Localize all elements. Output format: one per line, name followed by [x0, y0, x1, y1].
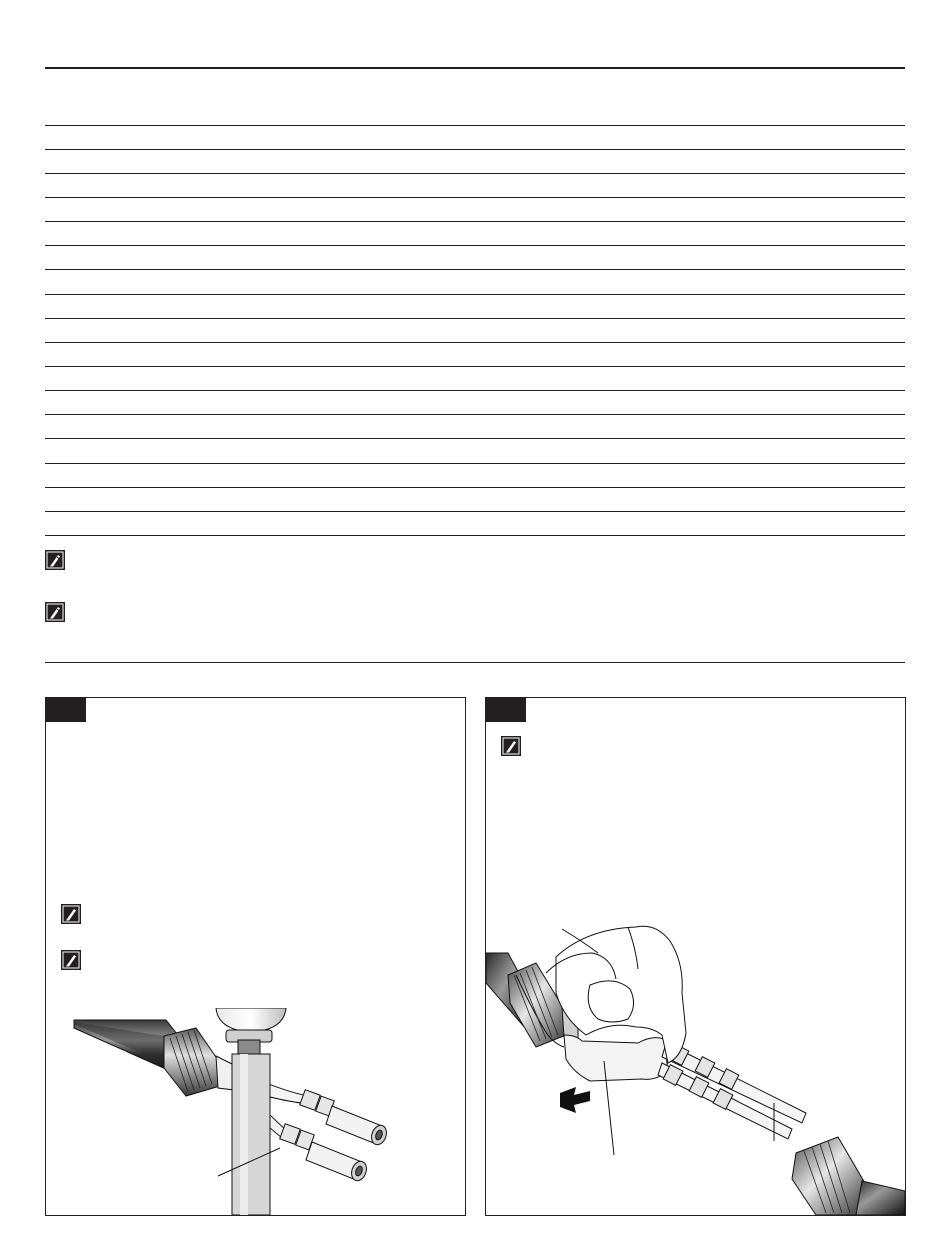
table-row-rule: [45, 125, 905, 126]
table-row-rule: [45, 149, 905, 150]
step-panel-right: [485, 697, 906, 1216]
header-rule: [45, 67, 905, 69]
table-row-rule: [45, 221, 905, 222]
table-row-rule: [45, 511, 905, 512]
table-row-rule: [45, 294, 905, 295]
table-row-rule: [45, 390, 905, 391]
table-row-rule: [45, 438, 905, 439]
table-row-rule: [45, 342, 905, 343]
pencil-note-icon: [61, 904, 81, 924]
table-row-rule: [45, 173, 905, 174]
table-row-rule: [45, 269, 905, 270]
table-row-rule: [45, 197, 905, 198]
table-row-rule: [45, 535, 905, 536]
table-row-rule: [45, 463, 905, 464]
table-row-rule: [45, 245, 905, 246]
drill-press-on-hose-connector-illustration: [46, 1008, 465, 1215]
step-tab: [486, 698, 526, 722]
table-row-rule: [45, 318, 905, 319]
table-row-rule: [45, 487, 905, 488]
pencil-note-icon: [45, 602, 65, 622]
pencil-note-icon: [45, 550, 65, 570]
step-panel-left: [45, 697, 466, 1216]
table-row-rule: [45, 414, 905, 415]
section-divider: [45, 662, 905, 663]
pencil-note-icon: [61, 950, 81, 970]
hand-pushing-sleeve-onto-connector-illustration: [486, 923, 905, 1215]
pencil-note-icon: [501, 736, 521, 756]
table-row-rule: [45, 366, 905, 367]
step-tab: [46, 698, 86, 722]
